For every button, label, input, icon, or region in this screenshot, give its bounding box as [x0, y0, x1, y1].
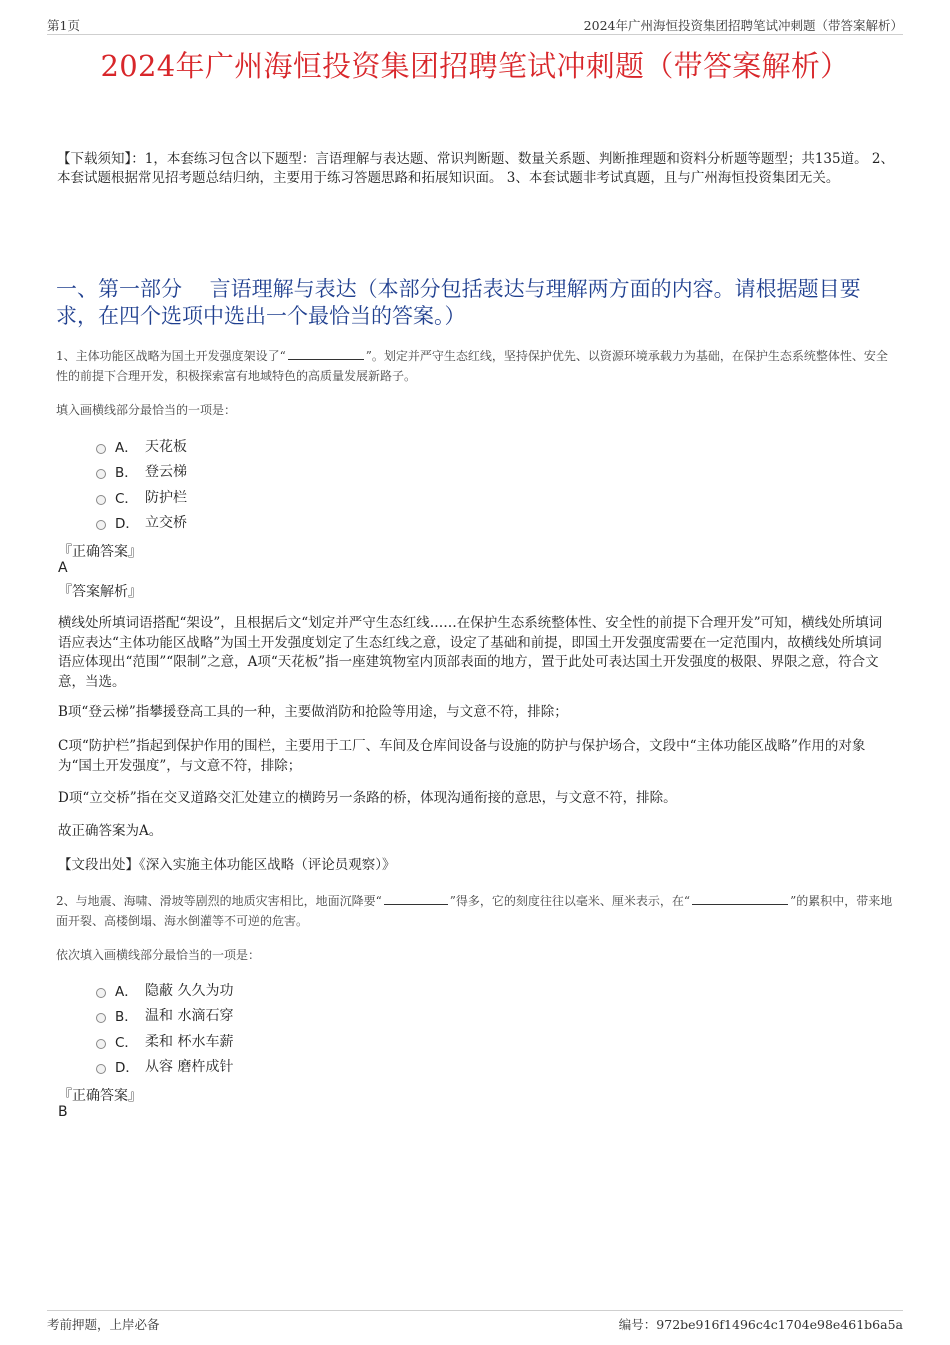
question-2-options — [96, 977, 233, 1079]
source-citation: 【文段出处】《深入实施主体功能区战略（评论员观察）》 — [58, 857, 396, 873]
question-2-blank-1 — [384, 892, 448, 905]
option-letter: D． — [115, 1060, 139, 1077]
radio-icon[interactable] — [96, 988, 106, 998]
option-text: 从容 磨杵成针 — [145, 1059, 234, 1076]
analysis-paragraph-4: D项“立交桥”指在交叉道路交汇处建立的横跨另一条路的桥，体现沟通衔接的意思，与文意不符，排除。 — [58, 790, 677, 806]
question-1-blank — [288, 347, 364, 360]
question-2-text-part-b: ”得多，它的刻度往往以毫米、厘米表示，在“ — [449, 894, 691, 908]
analysis-paragraph-1: 横线处所填词语搭配“架设”，且根据后文“划定并严守生态红线……在保护生态系统整体性、安全性的前提下合理开发”可知，横线处所填词语应表达“主体功能区战略”为国土开发强度划定了生态红线之意，设定了基础和前提，即国土开发强度需要在一定范围内，故横线处所填词语应体现出“范围”“限制”之意，A项“天花板”指一座建筑物室内顶部表面的地方，置于此处可表达国土开发强度的极限、界限之意，符合文意，当选。 — [58, 615, 883, 690]
question-1-options — [96, 433, 187, 535]
question-1-option-c[interactable] — [96, 484, 187, 510]
option-text: 登云梯 — [145, 464, 187, 481]
analysis-conclusion: 故正确答案为A。 — [58, 823, 163, 839]
radio-icon[interactable] — [96, 1013, 106, 1023]
question-1-option-a[interactable] — [96, 433, 187, 459]
question-1-text-part-a: 1、主体功能区战略为国土开发强度架设了“ — [56, 349, 286, 363]
question-1-text-part-b: ”。划定并严守生态红线，坚持保护优先、以资源环境承载力为基础，在保护生态系统整体性、安全性的前提下合理开发，积极探索富有地域特色的高质量发展新路子。 — [56, 349, 888, 383]
question-1-prompt: 填入画横线部分最恰当的一项是： — [56, 403, 237, 417]
question-1-answer-label: 『正确答案』 — [58, 544, 142, 560]
option-letter: B． — [115, 1009, 138, 1026]
question-2-answer: B — [58, 1104, 68, 1120]
question-2-text — [56, 891, 898, 931]
question-2-answer-label: 『正确答案』 — [58, 1088, 142, 1104]
page-number: 第1页 — [47, 18, 80, 33]
header-doc-title: 2024年广州海恒投资集团招聘笔试冲刺题（带答案解析） — [583, 18, 903, 33]
option-letter: A． — [115, 983, 138, 1000]
download-notice: 【下载须知】：1，本套练习包含以下题型：言语理解与表达题、常识判断题、数量关系题、判断推理题和资料分析题等题型；共135道。 2、本套试题根据常见招考题总结归纳，主要用于练习答题思路和拓展知识面。 3、本套试题非考试真题，且与广州海恒投资集团无关。 — [57, 151, 894, 186]
radio-icon[interactable] — [96, 1039, 106, 1049]
option-letter: D． — [115, 516, 139, 533]
question-1-option-d[interactable] — [96, 510, 187, 536]
option-text: 防护栏 — [145, 489, 187, 506]
option-text: 温和 水滴石穿 — [145, 1008, 234, 1025]
question-1-text — [56, 346, 898, 386]
question-2-text-part-a: 2、与地震、海啸、滑坡等剧烈的地质灾害相比，地面沉降要“ — [56, 894, 382, 908]
question-2-text-part-c: ”的累积中，带来地面开裂、高楼倒塌、海水倒灌等不可逆的危害。 — [56, 894, 893, 928]
question-2-option-b[interactable] — [96, 1003, 233, 1029]
analysis-paragraph-3: C项“防护栏”指起到保护作用的围栏，主要用于工厂、车间及仓库间设备与设施的防护与保护场合，文段中“主体功能区战略”作用的对象为“国土开发强度”，与文意不符，排除； — [58, 738, 866, 774]
question-2-option-d[interactable] — [96, 1054, 233, 1080]
question-2-option-a[interactable] — [96, 977, 233, 1003]
radio-icon[interactable] — [96, 520, 106, 530]
radio-icon[interactable] — [96, 1064, 106, 1074]
option-text: 柔和 杯水车薪 — [145, 1033, 234, 1050]
section-title: 一、第一部分 言语理解与表达（本部分包括表达与理解两方面的内容。请根据题目要求，在四个选项中选出一个最恰当的答案。） — [56, 277, 861, 328]
option-text: 天花板 — [145, 438, 187, 455]
footer-slogan: 考前押题，上岸必备 — [47, 1317, 160, 1332]
question-1-analysis-label: 『答案解析』 — [58, 584, 142, 600]
question-2-prompt: 依次填入画横线部分最恰当的一项是： — [56, 948, 261, 962]
question-2-option-c[interactable] — [96, 1028, 233, 1054]
option-letter: A． — [115, 439, 138, 456]
option-letter: C． — [115, 490, 138, 507]
option-letter: B． — [115, 465, 138, 482]
document-title: 2024年广州海恒投资集团招聘笔试冲刺题（带答案解析） — [100, 49, 850, 83]
radio-icon[interactable] — [96, 469, 106, 479]
footer-serial: 编号：972be916f1496c4c1704e98e461b6a5a — [618, 1317, 903, 1332]
radio-icon[interactable] — [96, 495, 106, 505]
radio-icon[interactable] — [96, 444, 106, 454]
page-footer — [47, 1310, 903, 1332]
question-1-answer: A — [58, 560, 68, 576]
question-1-option-b[interactable] — [96, 459, 187, 485]
option-text: 立交桥 — [145, 515, 187, 532]
question-2-blank-2 — [692, 892, 788, 905]
option-text: 隐蔽 久久为功 — [145, 982, 234, 999]
option-letter: C． — [115, 1034, 138, 1051]
page-header — [47, 14, 903, 35]
analysis-paragraph-2: B项“登云梯”指攀援登高工具的一种，主要做消防和抢险等用途，与文意不符，排除； — [58, 704, 568, 720]
